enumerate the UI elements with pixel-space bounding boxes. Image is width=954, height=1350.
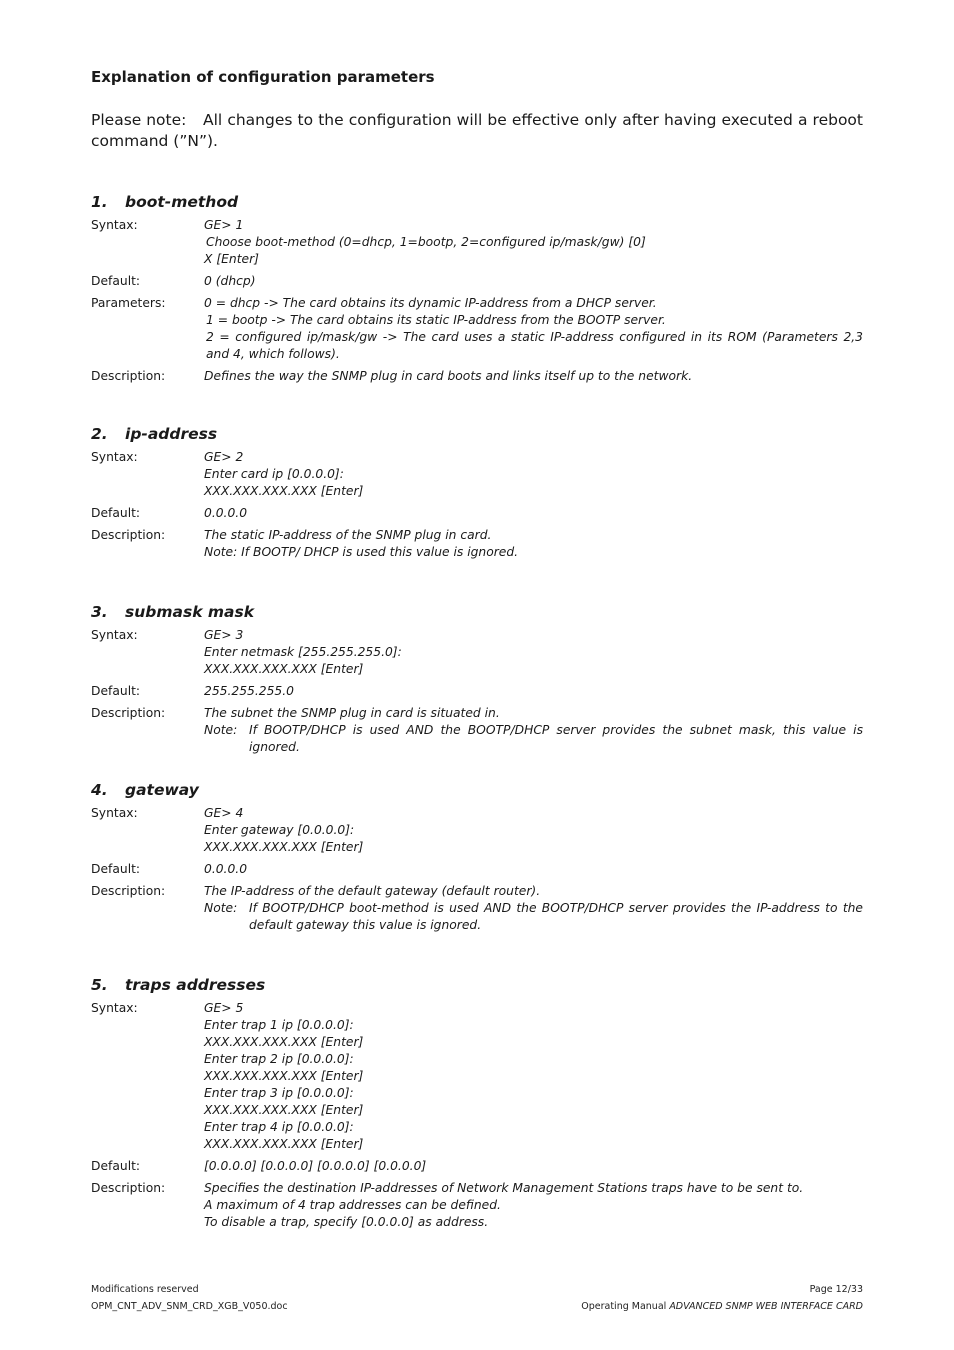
syntax-line: Enter trap 4 ip [0.0.0.0]:	[204, 1120, 354, 1134]
section-heading	[91, 781, 863, 803]
section-heading	[91, 603, 863, 625]
note-text: All changes to the configuration will be effective only after having executed a reboot command (”N”).	[91, 111, 863, 150]
section-number: 5.	[91, 976, 108, 994]
syntax-line: X [Enter]	[204, 252, 259, 266]
description-line: A maximum of 4 trap addresses can be defined.	[204, 1198, 501, 1212]
default-row	[91, 861, 863, 878]
reboot-note	[91, 110, 863, 152]
syntax-row	[91, 627, 863, 678]
description-value: Defines the way the SNMP plug in card boots and links itself up to the network.	[204, 369, 693, 383]
syntax-label: Syntax:	[91, 628, 138, 642]
description-line: To disable a trap, specify [0.0.0.0] as address.	[204, 1215, 489, 1229]
description-label: Description:	[91, 528, 166, 542]
syntax-line: XXX.XXX.XXX.XXX [Enter]	[204, 1035, 364, 1049]
syntax-line: XXX.XXX.XXX.XXX [Enter]	[204, 662, 364, 676]
syntax-label: Syntax:	[91, 1001, 138, 1015]
default-value: 0.0.0.0	[204, 862, 248, 876]
document-filename: OPM_CNT_ADV_SNM_CRD_XGB_V050.doc	[91, 1301, 288, 1312]
manual-title-italic: ADVANCED SNMP WEB INTERFACE CARD	[669, 1301, 863, 1312]
parameters-label: Parameters:	[91, 296, 166, 310]
section-submask-mask	[91, 603, 863, 761]
note-text: If BOOTP/DHCP boot-method is used AND the BOOTP/DHCP server provides the IP-address to the default gateway this value is ignored.	[249, 901, 863, 932]
description-label: Description:	[91, 369, 166, 383]
section-ip-address	[91, 425, 863, 566]
syntax-line: Enter gateway [0.0.0.0]:	[204, 823, 355, 837]
syntax-line: Enter netmask [255.255.255.0]:	[204, 645, 402, 659]
syntax-row	[91, 805, 863, 856]
section-gateway	[91, 781, 863, 939]
default-label: Default:	[91, 506, 141, 520]
default-row	[91, 683, 863, 700]
parameters-value	[204, 295, 863, 363]
syntax-line: XXX.XXX.XXX.XXX [Enter]	[204, 840, 364, 854]
syntax-line: Enter trap 2 ip [0.0.0.0]:	[204, 1052, 354, 1066]
syntax-line: XXX.XXX.XXX.XXX [Enter]	[204, 1069, 364, 1083]
description-value	[204, 883, 863, 934]
description-label: Description:	[91, 1181, 166, 1195]
description-row	[91, 368, 863, 385]
default-label: Default:	[91, 1159, 141, 1173]
description-row	[91, 527, 863, 561]
syntax-value	[204, 217, 863, 268]
section-traps-addresses	[91, 976, 863, 1236]
section-boot-method	[91, 193, 863, 390]
syntax-line: XXX.XXX.XXX.XXX [Enter]	[204, 1137, 364, 1151]
section-title: submask mask	[125, 603, 255, 621]
syntax-line: Enter trap 3 ip [0.0.0.0]:	[204, 1086, 354, 1100]
description-line: The IP-address of the default gateway (default router).	[204, 884, 541, 898]
description-note	[204, 900, 863, 934]
section-heading	[91, 193, 863, 215]
section-number: 1.	[91, 193, 108, 211]
syntax-row	[91, 217, 863, 268]
default-row	[91, 1158, 863, 1175]
syntax-value	[204, 627, 863, 678]
parameter-line: 0 = dhcp -> The card obtains its dynamic IP-address from a DHCP server.	[204, 296, 657, 310]
note-label: Note:	[204, 901, 238, 915]
description-label: Description:	[91, 884, 166, 898]
section-number: 2.	[91, 425, 108, 443]
syntax-value	[204, 449, 863, 500]
description-line: Specifies the destination IP-addresses of Network Management Stations traps have to be sent to.	[204, 1181, 804, 1195]
default-row	[91, 273, 863, 290]
description-note	[204, 722, 863, 756]
default-label: Default:	[91, 684, 141, 698]
syntax-line: XXX.XXX.XXX.XXX [Enter]	[204, 484, 364, 498]
syntax-value	[204, 805, 863, 856]
description-line: The static IP-address of the SNMP plug in card.	[204, 528, 492, 542]
syntax-label: Syntax:	[91, 806, 138, 820]
section-title: boot-method	[125, 193, 239, 211]
manual-title	[581, 1301, 863, 1312]
section-number: 4.	[91, 781, 108, 799]
default-value: [0.0.0.0] [0.0.0.0] [0.0.0.0] [0.0.0.0]	[204, 1159, 427, 1173]
default-row	[91, 505, 863, 522]
manual-title-plain: Operating Manual	[581, 1301, 670, 1312]
page-title: Explanation of configuration parameters	[91, 68, 435, 86]
description-value	[204, 1180, 863, 1231]
syntax-line: Enter card ip [0.0.0.0]:	[204, 467, 344, 481]
parameter-line: 1 = bootp -> The card obtains its static IP-address from the BOOTP server.	[206, 313, 666, 327]
note-label: Please note:	[91, 111, 187, 129]
parameters-row	[91, 295, 863, 363]
modifications-reserved: Modifications reserved	[91, 1284, 199, 1295]
syntax-label: Syntax:	[91, 450, 138, 464]
description-row	[91, 1180, 863, 1231]
syntax-line: Choose boot-method (0=dhcp, 1=bootp, 2=configured ip/mask/gw) [0]	[206, 235, 646, 249]
syntax-label: Syntax:	[91, 218, 138, 232]
default-value: 255.255.255.0	[204, 684, 294, 698]
syntax-line: GE> 2	[204, 450, 244, 464]
document-page	[91, 0, 863, 1350]
syntax-line: GE> 5	[204, 1001, 244, 1015]
note-label: Note:	[204, 723, 238, 737]
note-text: If BOOTP/DHCP is used AND the BOOTP/DHCP server provides the subnet mask, this value is ignored.	[249, 723, 863, 754]
description-row	[91, 883, 863, 934]
description-label: Description:	[91, 706, 166, 720]
page-number: Page 12/33	[809, 1284, 863, 1295]
syntax-line: GE> 4	[204, 806, 244, 820]
section-title: ip-address	[125, 425, 218, 443]
section-title: traps addresses	[125, 976, 266, 994]
syntax-row	[91, 449, 863, 500]
default-label: Default:	[91, 862, 141, 876]
default-value: 0 (dhcp)	[204, 274, 256, 288]
syntax-line: Enter trap 1 ip [0.0.0.0]:	[204, 1018, 354, 1032]
section-number: 3.	[91, 603, 108, 621]
description-value	[204, 527, 863, 561]
section-title: gateway	[125, 781, 199, 799]
description-line: The subnet the SNMP plug in card is situated in.	[204, 706, 500, 720]
syntax-value	[204, 1000, 863, 1153]
default-value: 0.0.0.0	[204, 506, 248, 520]
syntax-line: GE> 3	[204, 628, 244, 642]
parameter-line: 2 = configured ip/mask/gw -> The card uses a static IP-address configured in its ROM (Parameters 2,3 and 4, which follows).	[206, 330, 863, 361]
section-heading	[91, 976, 863, 998]
default-label: Default:	[91, 274, 141, 288]
description-value	[204, 705, 863, 756]
description-line: Note: If BOOTP/ DHCP is used this value is ignored.	[204, 545, 519, 559]
description-row	[91, 705, 863, 756]
syntax-row	[91, 1000, 863, 1153]
syntax-line: XXX.XXX.XXX.XXX [Enter]	[204, 1103, 364, 1117]
syntax-line: GE> 1	[204, 218, 244, 232]
section-heading	[91, 425, 863, 447]
